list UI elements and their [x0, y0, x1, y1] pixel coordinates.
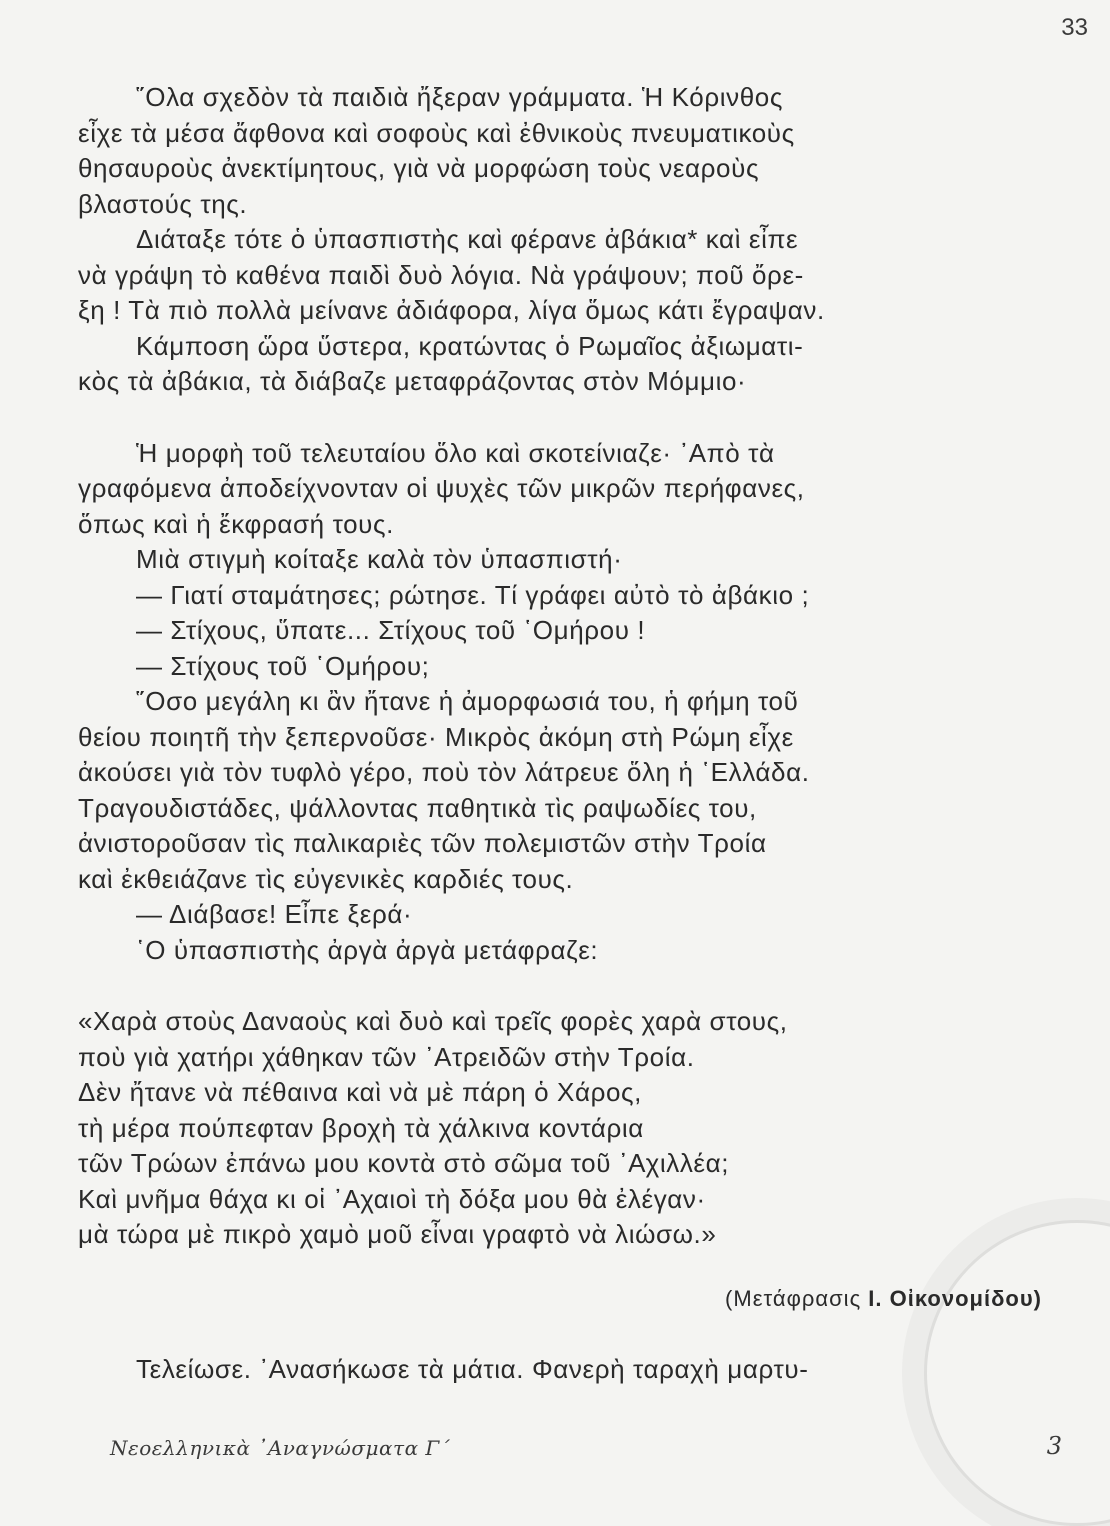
text-line: θείου ποιητῆ τὴν ξεπερνοῦσε· Μικρὸς ἀκόμη στὴ Ρώμη εἶχε [78, 721, 794, 752]
dialogue-line: — Γιατί σταμάτησες; ρώτησε. Τί γράφει αὐτὸ τὸ ἀβάκιο ; [136, 579, 810, 610]
section-gap [78, 968, 1078, 1004]
text-line: ἀνιστοροῦσαν τὶς παλικαριὲς τῶν πολεμιστῶν στὴν Τροία [78, 828, 767, 858]
translator-name: Ι. Οἰκονομίδου) [868, 1285, 1042, 1311]
paragraph-3 [78, 329, 1078, 400]
text-line: βλαστούς της. [78, 188, 248, 219]
text-line: Διάταξε τότε ὁ ὑπασπιστὴς καὶ φέρανε ἀβάκια* καὶ εἶπε [136, 224, 799, 254]
poem-line: ποὺ γιὰ χατήρι χάθηκαν τῶν ᾿Ατρειδῶν στὴν Τροία. [78, 1041, 695, 1072]
poem-line: μὰ τώρα μὲ πικρὸ χαμὸ μοῦ εἶναι γραφτὸ νὰ λιώσω.» [78, 1219, 717, 1249]
text-line: Τραγουδιστάδες, ψάλλοντας παθητικὰ τὶς ραψωδίες του, [78, 792, 757, 823]
text-line: εἶχε τὰ μέσα ἄφθονα καὶ σοφοὺς καὶ ἐθνικοὺς πνευματικοὺς [78, 117, 795, 148]
paragraph-4 [78, 436, 1078, 543]
book-title-footer: Νεοελληνικὰ ᾿Αναγνώσματα Γ΄ [110, 1436, 451, 1460]
text-line: γραφόμενα ἀποδείχνονταν οἱ ψυχὲς τῶν μικρῶν περήφανες, [78, 473, 805, 503]
paragraph-1 [78, 80, 1078, 222]
text-line: καὶ ἐκθειάζανε τὶς εὐγενικὲς καρδιές τους. [78, 863, 574, 894]
text-line: Κάμποση ὥρα ὕστερα, κρατώντας ὁ Ρωμαῖος ἀξιωματι- [136, 330, 804, 361]
printer-signature: 3 [1046, 1432, 1062, 1460]
text-line: κὸς τὰ ἀβάκια, τὰ διάβαζε μεταφράζοντας στὸν Μόμμιο· [78, 366, 747, 396]
attribution-prefix: (Μετάφρασις [725, 1285, 862, 1311]
text-line: νὰ γράψη τὸ καθένα παιδὶ δυὸ λόγια. Νὰ γράψουν; ποῦ ὄρε- [78, 259, 804, 290]
page-number: 33 [1061, 14, 1088, 41]
poem-line: «Χαρὰ στοὺς Δαναοὺς καὶ δυὸ καὶ τρεῖς φορὲς χαρὰ στους, [78, 1006, 788, 1036]
dialogue-line: — Διάβασε! Εἶπε ξερά· [136, 899, 413, 929]
dialogue-line: — Στίχους τοῦ ῾Ομήρου; [136, 650, 430, 681]
section-gap [78, 1316, 1078, 1352]
poem-line: τὴ μέρα πούπεφταν βροχὴ τὰ χάλκινα κοντάρια [78, 1112, 644, 1143]
paragraph-8: Τελείωσε. ᾿Ανασήκωσε τὰ μάτια. Φανερὴ ταραχὴ μαρτυ- [136, 1354, 809, 1384]
text-line: ῞Οσο μεγάλη κι ἂν ἤτανε ἡ ἀμορφωσιά του, ἡ φήμη τοῦ [136, 686, 799, 716]
paragraph-5: Μιὰ στιγμὴ κοίταξε καλὰ τὸν ὑπασπιστή· [136, 544, 623, 574]
text-line: θησαυροὺς ἀνεκτίμητους, γιὰ νὰ μορφώση τοὺς νεαροὺς [78, 153, 760, 183]
poem-line: Δὲν ἤτανε νὰ πέθαινα καὶ νὰ μὲ πάρη ὁ Χάρος, [78, 1077, 642, 1107]
paragraph-2 [78, 222, 1078, 329]
poem-line: Καὶ μνῆμα θάχα κι οἱ ᾿Αχαιοὶ τὴ δόξα μου θὰ ἐλέγαν· [78, 1183, 706, 1214]
paragraph-7: ῾Ο ὑπασπιστὴς ἀργὰ ἀργὰ μετάφραζε: [136, 934, 599, 965]
text-line: ἀκούσει γιὰ τὸν τυφλὸ γέρο, ποὺ τὸν λάτρευε ὅλη ἡ ῾Ελλάδα. [78, 757, 810, 787]
section-gap [78, 400, 1078, 436]
poem-line: τῶν Τρώων ἐπάνω μου κοντὰ στὸ σῶμα τοῦ ᾿Αχιλλέα; [78, 1148, 730, 1178]
body-text [78, 80, 1078, 1388]
text-line: Ἡ μορφὴ τοῦ τελευταίου ὅλο καὶ σκοτείνιαζε· ᾿Απὸ τὰ [136, 437, 775, 468]
dialogue-line: — Στίχους, ὕπατε... Στίχους τοῦ ῾Ομήρου ! [136, 615, 646, 645]
text-line: ὅπως καὶ ἡ ἔκφρασή τους. [78, 508, 394, 539]
paragraph-6 [78, 684, 1078, 897]
poem-excerpt [78, 1004, 1078, 1253]
text-line: ξη ! Τὰ πιὸ πολλὰ μείνανε ἀδιάφορα, λίγα ὅμως κάτι ἔγραψαν. [78, 295, 825, 325]
section-gap [78, 1253, 1078, 1281]
text-line: ῞Ολα σχεδὸν τὰ παιδιὰ ἤξεραν γράμματα. Ἡ Κόρινθος [136, 82, 783, 112]
translation-attribution [78, 1281, 1078, 1317]
